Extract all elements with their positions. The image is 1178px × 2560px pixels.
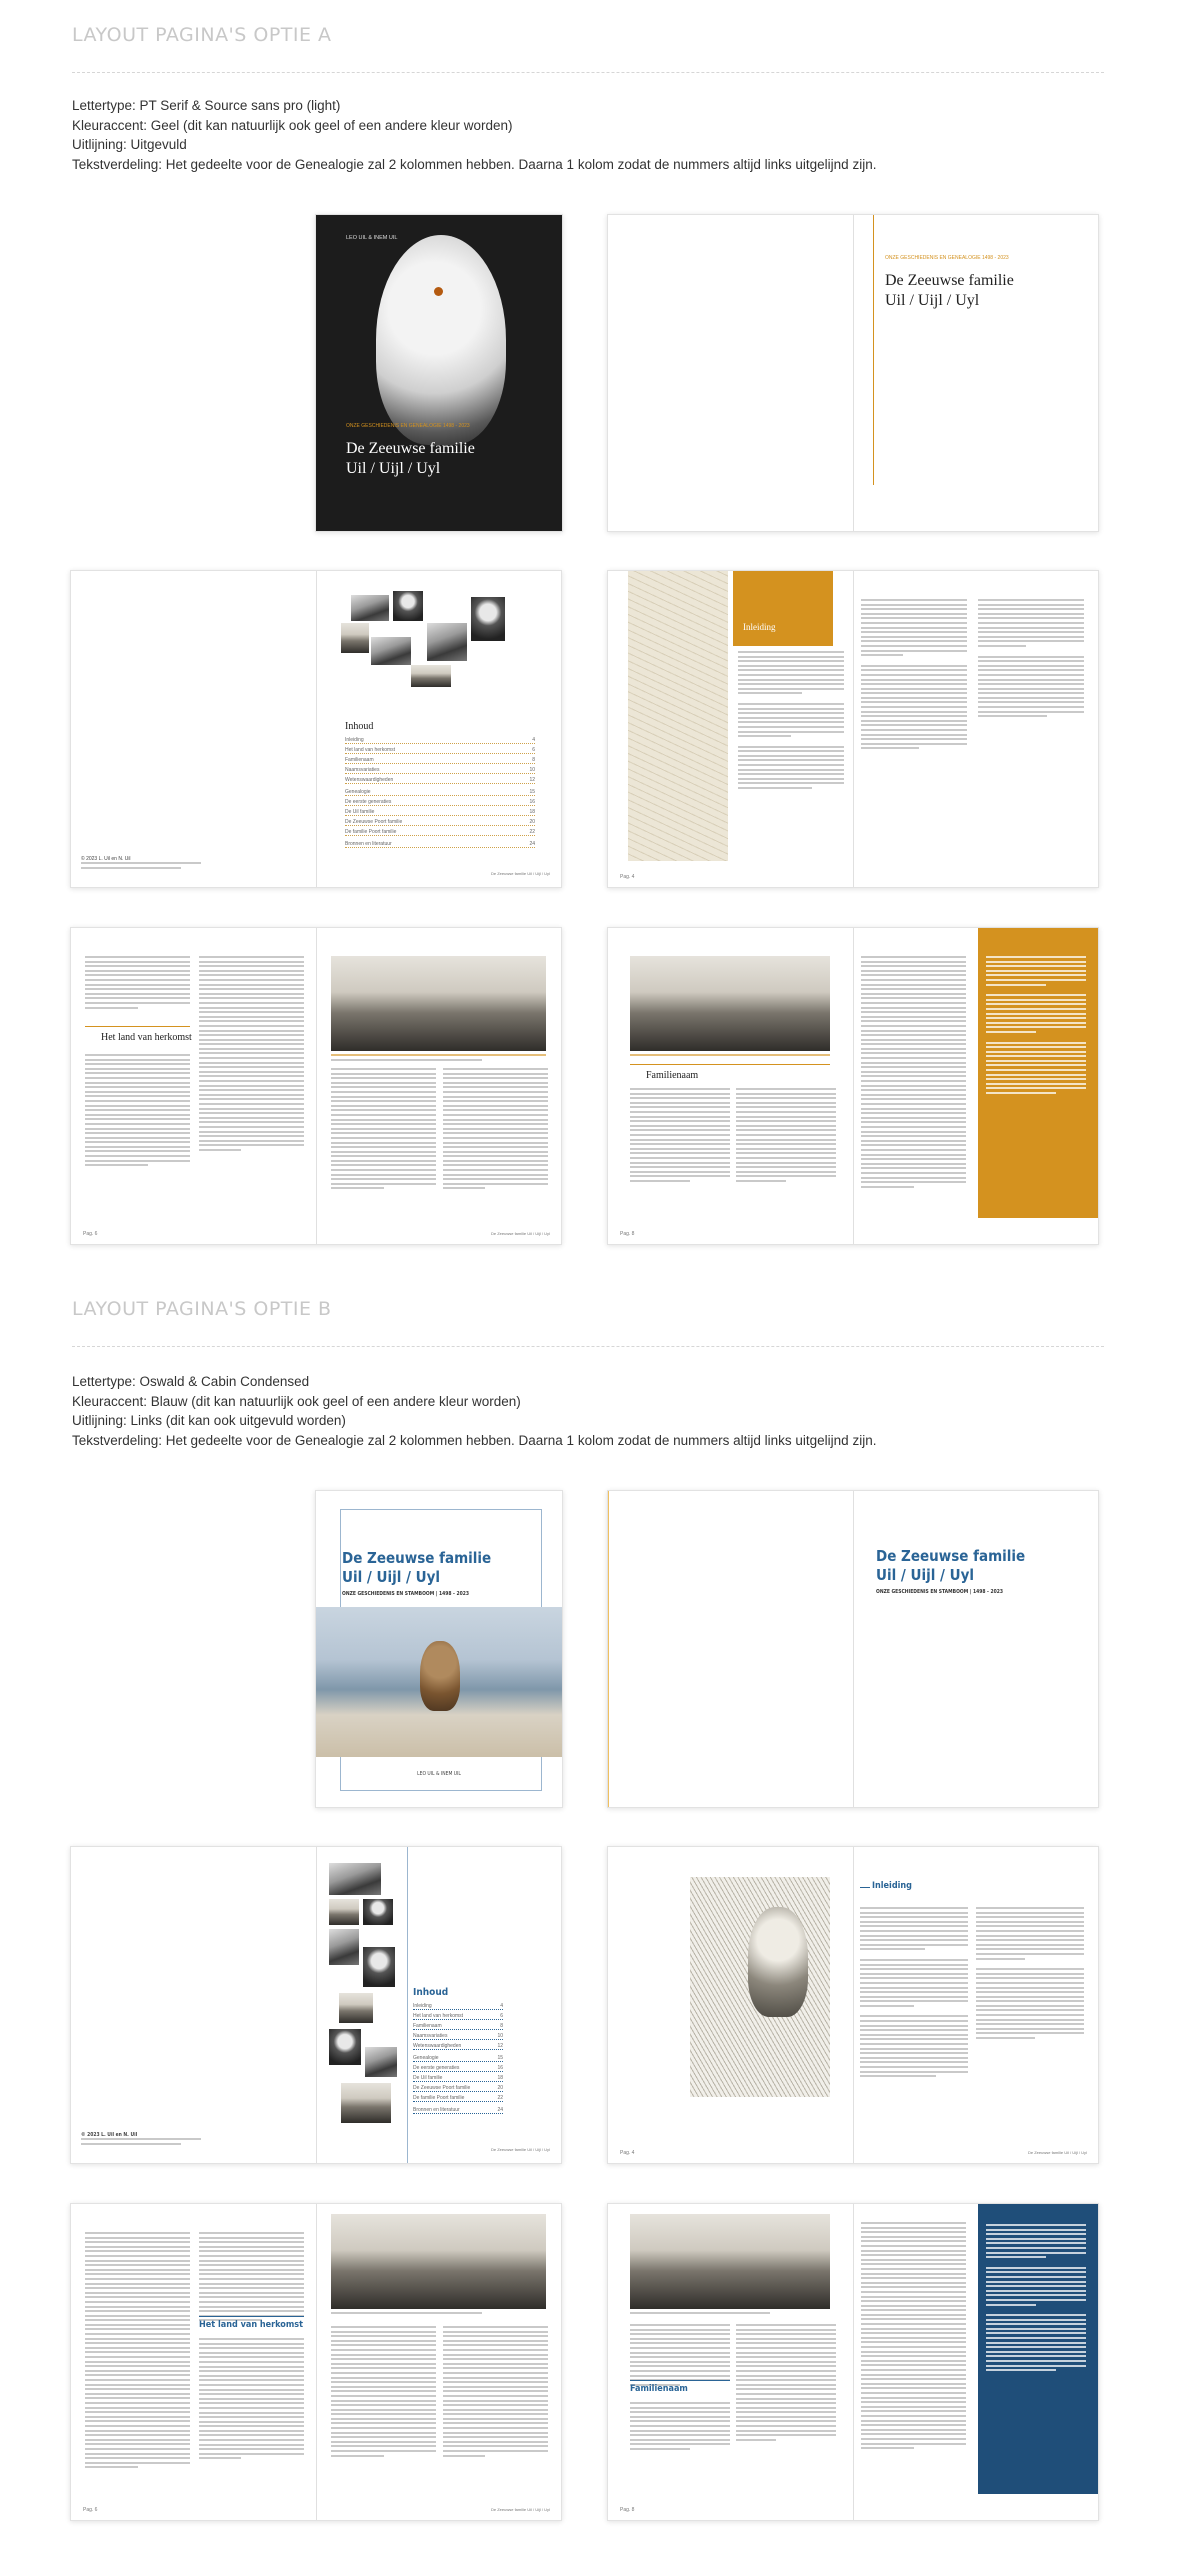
street-photo bbox=[630, 2214, 830, 2309]
page-footer: De Zeeuwse familie Uil / Uijl / Uyl bbox=[491, 871, 550, 876]
photo bbox=[371, 637, 411, 665]
herkomst-heading: Het land van herkomst bbox=[199, 2320, 303, 2330]
page-number: Pag. 8 bbox=[620, 1231, 635, 1237]
title-b-spread bbox=[607, 1490, 1099, 1808]
contents-b-spread bbox=[70, 1846, 562, 2164]
toc-row[interactable]: Bronnen en literatuur 24 bbox=[413, 2107, 503, 2113]
cover-subtitle: ONZE GESCHIEDENIS EN STAMBOOM | 1498 - 2023 bbox=[342, 1591, 469, 1597]
alignment-line: Uitlijning: Links (dit kan ook uitgevuld worden) bbox=[72, 1413, 346, 1428]
toc-row[interactable]: Inleiding 4 bbox=[413, 2003, 503, 2009]
title-heading bbox=[876, 1547, 1025, 1585]
sidebar-box bbox=[978, 2204, 1098, 2494]
photo bbox=[393, 591, 423, 621]
owl-image bbox=[420, 1641, 460, 1711]
toc-row[interactable]: De Zeeuwse Poort familie 20 bbox=[345, 819, 535, 825]
section-a-title: LAYOUT PAGINA'S OPTIE A bbox=[72, 24, 332, 46]
sidebar-box bbox=[978, 928, 1098, 1218]
toc-row[interactable]: Inleiding 4 bbox=[345, 737, 535, 743]
font-line: Lettertype: Oswald & Cabin Condensed bbox=[72, 1374, 310, 1389]
street-photo bbox=[630, 956, 830, 1051]
toc-row[interactable]: Genealogie 15 bbox=[345, 789, 535, 795]
textdivision-line: Tekstverdeling: Het gedeelte voor de Genealogie zal 2 kolommen hebben. Daarna 1 kolom zodat de nummers altijd links uitgelijnd zijn. bbox=[72, 156, 877, 172]
toc-row[interactable]: Wetenswaardigheden 12 bbox=[413, 2043, 503, 2049]
toc-row[interactable]: Wetenswaardigheden 12 bbox=[345, 777, 535, 783]
toc-row[interactable]: De Uil familie 18 bbox=[345, 809, 535, 815]
inleiding-block bbox=[733, 571, 833, 646]
title-subtitle: ONZE GESCHIEDENIS EN STAMBOOM | 1498 - 2023 bbox=[876, 1589, 1003, 1595]
section-b-title: LAYOUT PAGINA'S OPTIE B bbox=[72, 1298, 332, 1320]
photo bbox=[341, 623, 369, 653]
toc-row[interactable]: Het land van herkomst 6 bbox=[345, 747, 535, 753]
photo bbox=[411, 665, 451, 687]
inleiding-heading: Inleiding bbox=[872, 1881, 912, 1891]
toc-row[interactable]: De eerste generaties 16 bbox=[413, 2065, 503, 2071]
owl-image bbox=[376, 235, 506, 445]
owl-image bbox=[748, 1907, 808, 2017]
cover-title-line2: Uil / Uijl / Uyl bbox=[346, 460, 441, 477]
photo bbox=[329, 2029, 361, 2065]
inleiding-heading: Inleiding bbox=[743, 622, 776, 632]
title-line2: Uil / Uijl / Uyl bbox=[876, 1566, 975, 1584]
section-b-description bbox=[72, 1372, 1112, 1450]
familienaam-heading: Familienaam bbox=[646, 1070, 699, 1081]
accent-line: Kleuraccent: Geel (dit kan natuurlijk ook geel of een andere kleur worden) bbox=[72, 117, 513, 133]
familienaam-b-spread bbox=[607, 2203, 1099, 2521]
title-line2: Uil / Uijl / Uyl bbox=[885, 292, 980, 309]
divider bbox=[72, 72, 1104, 73]
owl-eye-icon bbox=[434, 287, 443, 296]
page-number: Pag. 4 bbox=[620, 874, 635, 880]
toc-row[interactable]: Bronnen en literatuur 24 bbox=[345, 841, 535, 847]
toc-heading: Inhoud bbox=[345, 721, 374, 732]
alignment-line: Uitlijning: Uitgevuld bbox=[72, 137, 187, 152]
toc-row[interactable]: Genealogie 15 bbox=[413, 2055, 503, 2061]
toc-row[interactable]: Naamsvariaties 10 bbox=[413, 2033, 503, 2039]
toc-row[interactable]: De Zeeuwse Poort familie 20 bbox=[413, 2085, 503, 2091]
accent-line: Kleuraccent: Blauw (dit kan natuurlijk ook geel of een andere kleur worden) bbox=[72, 1393, 521, 1409]
title-a-spread bbox=[607, 214, 1099, 532]
divider bbox=[72, 1346, 1104, 1347]
toc-heading: Inhoud bbox=[413, 1987, 449, 1998]
colophon-text: © 2023 L. Uil en N. Uil bbox=[81, 2132, 138, 2138]
toc-list bbox=[413, 2003, 503, 2117]
page-footer: De Zeeuwse familie Uil / Uijl / Uyl bbox=[1028, 2150, 1087, 2155]
textdivision-line: Tekstverdeling: Het gedeelte voor de Genealogie zal 2 kolommen hebben. Daarna 1 kolom zodat de nummers altijd links uitgelijnd zijn. bbox=[72, 1432, 877, 1448]
cover-title bbox=[346, 439, 475, 479]
photo bbox=[341, 2083, 391, 2123]
toc-row[interactable]: De familie Poort familie 22 bbox=[345, 829, 535, 835]
photo bbox=[329, 1863, 381, 1895]
cover-title bbox=[342, 1549, 491, 1587]
toc-row[interactable]: Familienaam 8 bbox=[345, 757, 535, 763]
cover-authors: LEO UIL & INEM UIL bbox=[346, 235, 398, 241]
contents-a-spread bbox=[70, 570, 562, 888]
photo bbox=[329, 1899, 359, 1925]
toc-row[interactable]: Familienaam 8 bbox=[413, 2023, 503, 2029]
photo bbox=[363, 1899, 393, 1925]
cover-title-line1: De Zeeuwse familie bbox=[342, 1549, 492, 1567]
toc-row[interactable]: De familie Poort familie 22 bbox=[413, 2095, 503, 2101]
colophon bbox=[81, 856, 221, 871]
cover-a-page bbox=[315, 214, 563, 532]
page-footer: De Zeeuwse familie Uil / Uijl / Uyl bbox=[491, 2147, 550, 2152]
page-footer: De Zeeuwse familie Uil / Uijl / Uyl bbox=[491, 1231, 550, 1236]
familienaam-heading: Familienaam bbox=[630, 2384, 688, 2394]
photo bbox=[365, 2047, 397, 2077]
colophon bbox=[81, 2132, 221, 2147]
cover-title-line2: Uil / Uijl / Uyl bbox=[342, 1568, 441, 1586]
photo bbox=[329, 1929, 359, 1965]
herkomst-heading: Het land van herkomst bbox=[101, 1032, 192, 1043]
toc-row[interactable]: Naamsvariaties 10 bbox=[345, 767, 535, 773]
photo bbox=[471, 597, 505, 641]
street-photo bbox=[331, 956, 546, 1051]
toc-list bbox=[345, 737, 535, 851]
photo bbox=[339, 1993, 373, 2023]
cover-title-line1: De Zeeuwse familie bbox=[346, 440, 475, 457]
herkomst-a-spread bbox=[70, 927, 562, 1245]
page-number: Pag. 6 bbox=[83, 1231, 98, 1237]
photo bbox=[427, 623, 467, 661]
toc-row[interactable]: Het land van herkomst 6 bbox=[413, 2013, 503, 2019]
title-line1: De Zeeuwse familie bbox=[885, 272, 1014, 289]
street-photo bbox=[331, 2214, 546, 2309]
accent-line bbox=[873, 215, 874, 485]
cover-b-page bbox=[315, 1490, 563, 1808]
title-heading bbox=[885, 271, 1014, 311]
title-line1: De Zeeuwse familie bbox=[876, 1547, 1026, 1565]
cover-subtitle: ONZE GESCHIEDENIS EN GENEALOGIE 1498 - 2023 bbox=[346, 423, 470, 429]
colophon-text: © 2023 L. Uil en N. Uil bbox=[81, 856, 131, 862]
cover-authors: LEO UIL & INEM UIL bbox=[417, 1771, 461, 1777]
page-number: Pag. 6 bbox=[83, 2507, 98, 2513]
inleiding-b-spread bbox=[607, 1846, 1099, 2164]
font-line: Lettertype: PT Serif & Source sans pro (light) bbox=[72, 98, 341, 113]
inleiding-a-spread bbox=[607, 570, 1099, 888]
photo bbox=[351, 595, 389, 621]
title-subtitle: ONZE GESCHIEDENIS EN GENEALOGIE 1498 - 2023 bbox=[885, 255, 1009, 261]
familienaam-a-spread bbox=[607, 927, 1099, 1245]
herkomst-b-spread bbox=[70, 2203, 562, 2521]
toc-row[interactable]: De eerste generaties 16 bbox=[345, 799, 535, 805]
map-image bbox=[628, 571, 728, 861]
section-a-description bbox=[72, 96, 1112, 174]
page-number: Pag. 8 bbox=[620, 2507, 635, 2513]
page-footer: De Zeeuwse familie Uil / Uijl / Uyl bbox=[491, 2507, 550, 2512]
page-number: Pag. 4 bbox=[620, 2150, 635, 2156]
toc-row[interactable]: De Uil familie 18 bbox=[413, 2075, 503, 2081]
photo bbox=[363, 1947, 395, 1987]
